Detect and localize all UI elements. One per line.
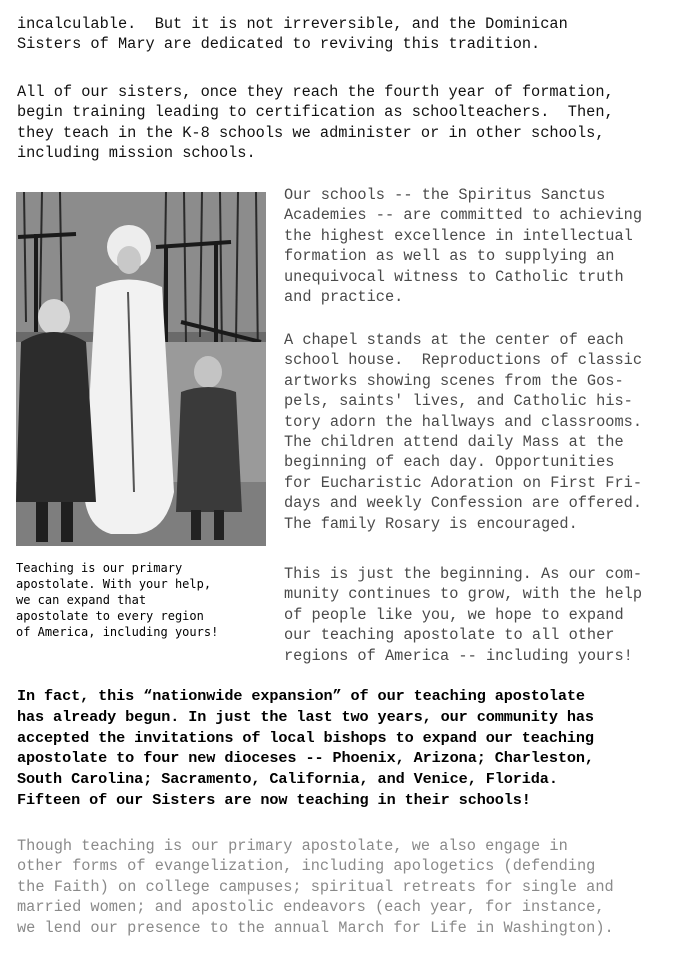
- text-line: formation as well as to supplying an: [284, 247, 615, 266]
- caption-line: we can expand that: [16, 593, 147, 607]
- text-line: tory adorn the hallways and classrooms.: [284, 412, 643, 431]
- text-line: pels, saints' lives, and Catholic his-: [284, 392, 633, 411]
- top-paragraph: [17, 14, 568, 55]
- text-line: Academies -- are committed to achieving: [284, 206, 643, 225]
- text-line: regions of America -- including yours!: [284, 646, 633, 665]
- text-line: we lend our presence to the annual March for Life in Washington).: [17, 918, 614, 937]
- text-line: including mission schools.: [17, 144, 256, 163]
- text-line: days and weekly Confession are offered.: [284, 494, 643, 513]
- text-line: The family Rosary is encouraged.: [284, 514, 578, 533]
- text-line: unequivocal witness to Catholic truth: [284, 267, 624, 286]
- text-line: apostolate to four new dioceses -- Phoenix, Arizona; Charleston,: [17, 749, 594, 768]
- text-line: Though teaching is our primary apostolate, we also engage in: [17, 837, 568, 855]
- caption-line: apostolate. With your help,: [16, 577, 212, 591]
- sister-with-children-photo: [16, 192, 266, 546]
- schools-paragraph: [284, 185, 642, 307]
- text-line: The children attend daily Mass at the: [284, 433, 624, 452]
- text-line: munity continues to grow, with the help: [284, 585, 643, 604]
- intro-paragraph: [17, 82, 614, 164]
- beginning-paragraph: [284, 564, 642, 666]
- text-line: and practice.: [284, 288, 404, 307]
- text-line: for Eucharistic Adoration on First Fri-: [284, 473, 643, 492]
- text-line: incalculable. But it is not irreversible, and the Dominican: [17, 15, 568, 33]
- text-line: All of our sisters, once they reach the fourth year of formation,: [17, 83, 614, 101]
- text-line: This is just the beginning. As our com-: [284, 565, 643, 583]
- caption-line: Teaching is our primary: [16, 561, 183, 575]
- text-line: South Carolina; Sacramento, California, and Venice, Florida.: [17, 770, 558, 789]
- text-line: the highest excellence in intellectual: [284, 226, 633, 245]
- text-line: accepted the invitations of local bishops to expand our teaching: [17, 728, 594, 747]
- text-line: A chapel stands at the center of each: [284, 331, 624, 349]
- text-line: Sisters of Mary are dedicated to reviving this tradition.: [17, 35, 541, 54]
- caption-line: of America, including yours!: [16, 625, 219, 639]
- expansion-paragraph: [17, 686, 594, 811]
- text-line: they teach in the K-8 schools we administer or in other schools,: [17, 123, 605, 142]
- chapel-paragraph: [284, 330, 642, 534]
- text-line: Fifteen of our Sisters are now teaching in their schools!: [17, 790, 531, 809]
- evangelization-paragraph: [17, 836, 614, 938]
- text-line: has already begun. In just the last two years, our community has: [17, 707, 594, 726]
- text-line: beginning of each day. Opportunities: [284, 453, 615, 472]
- text-line: of people like you, we hope to expand: [284, 605, 624, 624]
- text-line: other forms of evangelization, including apologetics (defending: [17, 857, 596, 876]
- text-line: In fact, this “nationwide expansion” of our teaching apostolate: [17, 687, 585, 705]
- text-line: school house. Reproductions of classic: [284, 351, 643, 370]
- caption-line: apostolate to every region: [16, 609, 204, 623]
- photo-caption: [16, 560, 218, 640]
- text-line: the Faith) on college campuses; spiritual retreats for single and: [17, 877, 614, 896]
- text-line: begin training leading to certification as schoolteachers. Then,: [17, 103, 614, 122]
- text-line: Our schools -- the Spiritus Sanctus: [284, 186, 606, 204]
- text-line: our teaching apostolate to all other: [284, 626, 615, 645]
- text-line: artworks showing scenes from the Gos-: [284, 371, 624, 390]
- text-line: married women; and apostolic endeavors (each year, for instance,: [17, 898, 605, 917]
